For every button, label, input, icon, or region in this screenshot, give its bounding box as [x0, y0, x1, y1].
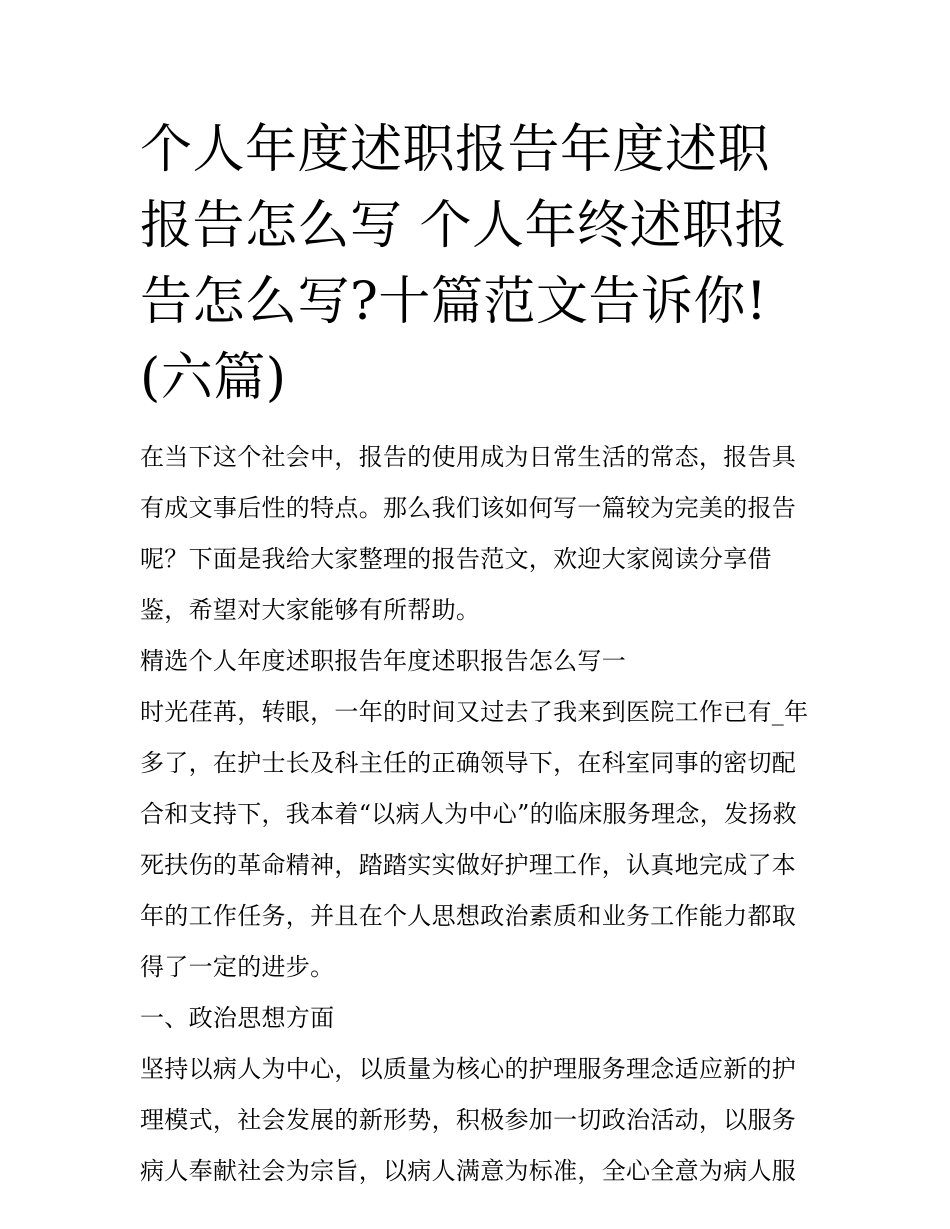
- section-heading-featured-report: 精选个人年度述职报告年度述职报告怎么写一: [140, 647, 626, 675]
- intro-paragraph: 在当下这个社会中，报告的使用成为日常生活的常态，报告具有成文事后性的特点。那么我们该如何写一篇较为完美的报告呢？下面是我给大家整理的报告范文，欢迎大家阅读分享借鉴，希望对大家能够有所帮助。: [140, 443, 797, 624]
- document-title: 个人年度述职报告年度述职报告怎么写 个人年终述职报告怎么写?十篇范文告诉你!(六篇): [140, 120, 788, 408]
- section-heading-political: 一、政治思想方面: [140, 1004, 335, 1032]
- document-content: [140, 112, 820, 1197]
- report-paragraph: 时光荏苒，转眼，一年的时间又过去了我来到医院工作已有_年多了，在护士长及科主任的正确领导下，在科室同事的密切配合和支持下，我本着“以病人为中心”的临床服务理念，发扬救死扶伤的革命精神，踏踏实实做好护理工作，认真地完成了本年的工作任务，并且在个人思想政治素质和业务工作能力都取得了一定的进步。: [140, 698, 809, 981]
- document-body: [140, 432, 820, 1197]
- political-paragraph: 坚持以病人为中心，以质量为核心的护理服务理念适应新的护理模式，社会发展的新形势，积极参加一切政治活动，以服务病人奉献社会为宗旨，以病人满意为标准，全心全意为病人服: [140, 1055, 797, 1185]
